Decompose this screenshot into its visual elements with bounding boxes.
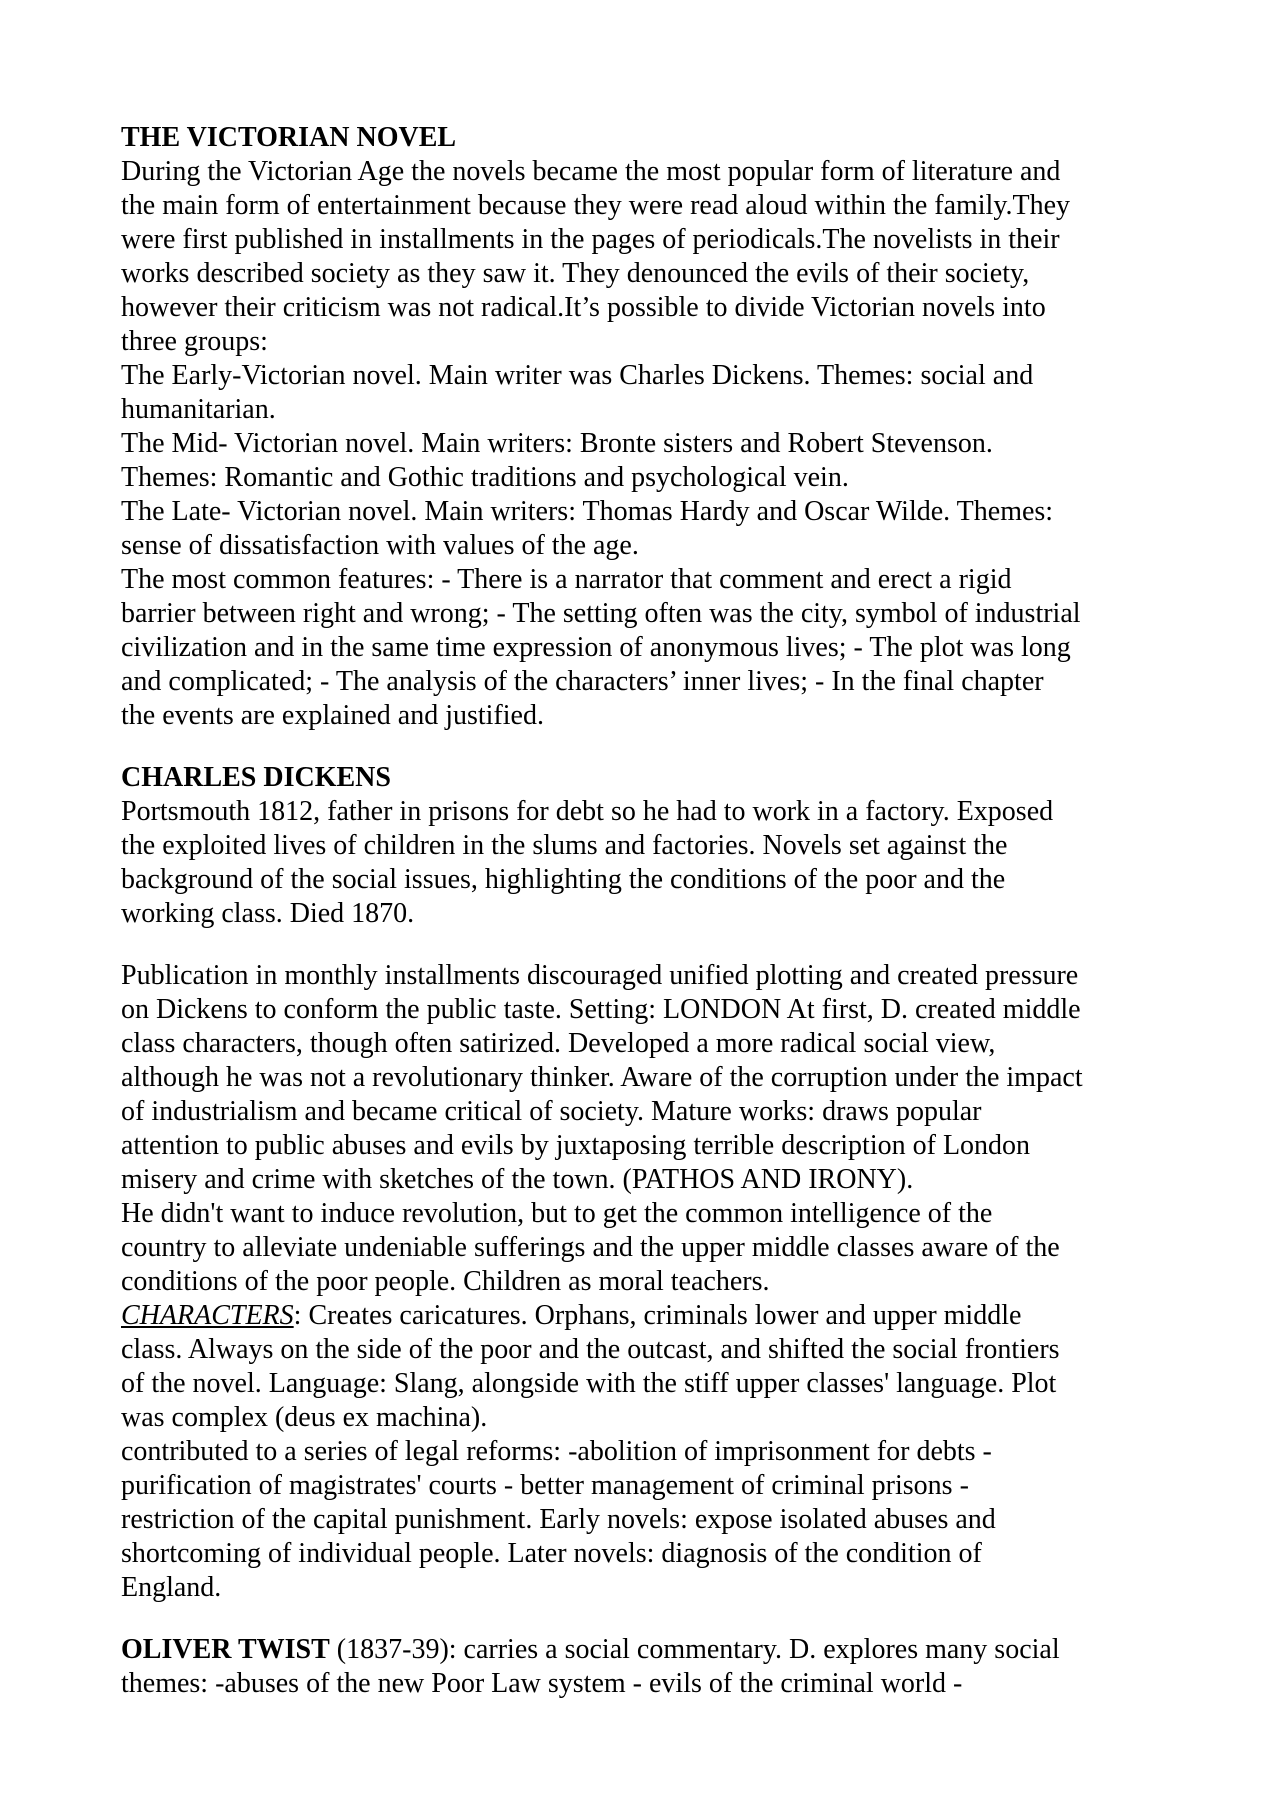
text-line: were first published in installments in the pages of periodicals.The novelists in their xyxy=(121,224,1060,255)
text-line: was complex (deus ex machina). xyxy=(121,1402,488,1433)
text-line: three groups: xyxy=(121,326,268,357)
section-spacer xyxy=(121,1605,1171,1633)
text-line: Publication in monthly installments discouraged unified plotting and created pressure xyxy=(121,960,1079,991)
text-line: barrier between right and wrong; - The setting often was the city, symbol of industrial xyxy=(121,598,1081,629)
characters-line-rest: : Creates caricatures. Orphans, criminals lower and upper middle xyxy=(293,1300,1022,1331)
victorian-novel-intro xyxy=(121,155,1171,359)
text-line: class. Always on the side of the poor and the outcast, and shifted the social frontiers xyxy=(121,1334,1060,1365)
text-line: on Dickens to conform the public taste. Setting: LONDON At first, D. created middle xyxy=(121,994,1081,1025)
text-line: the events are explained and justified. xyxy=(121,700,544,731)
characters-line xyxy=(121,1299,1171,1333)
text-line: humanitarian. xyxy=(121,394,276,425)
text-line: Portsmouth 1812, father in prisons for debt so he had to work in a factory. Exposed xyxy=(121,796,1054,827)
oliver-twist-title: OLIVER TWIST xyxy=(121,1634,330,1665)
oliver-twist-line-rest: (1837-39): carries a social commentary. D. explores many social xyxy=(329,1634,1060,1665)
dickens-bio xyxy=(121,795,1171,931)
text-line: sense of dissatisfaction with values of the age. xyxy=(121,530,639,561)
oliver-twist-line xyxy=(121,1633,1171,1667)
text-line: although he was not a revolutionary thinker. Aware of the corruption under the impact xyxy=(121,1062,1083,1093)
paragraph-spacer xyxy=(121,931,1171,959)
text-line: misery and crime with sketches of the town. (PATHOS AND IRONY). xyxy=(121,1164,914,1195)
oliver-twist-section xyxy=(121,1633,1171,1701)
text-line: England. xyxy=(121,1572,222,1603)
text-line: the exploited lives of children in the slums and factories. Novels set against the xyxy=(121,830,1008,861)
victorian-novel-groups xyxy=(121,359,1171,563)
document-page xyxy=(121,121,1171,1701)
text-line: and complicated; - The analysis of the characters’ inner lives; - In the final chapter xyxy=(121,666,1044,697)
text-line: restriction of the capital punishment. Early novels: expose isolated abuses and xyxy=(121,1504,996,1535)
text-line: He didn't want to induce revolution, but to get the common intelligence of the xyxy=(121,1198,993,1229)
characters-label: CHARACTERS xyxy=(121,1300,294,1331)
text-line: conditions of the poor people. Children as moral teachers. xyxy=(121,1266,770,1297)
text-line: The Mid- Victorian novel. Main writers: Bronte sisters and Robert Stevenson. xyxy=(121,428,993,459)
text-line: themes: -abuses of the new Poor Law system - evils of the criminal world - xyxy=(121,1668,963,1699)
text-line: country to alleviate undeniable sufferings and the upper middle classes aware of the xyxy=(121,1232,1060,1263)
text-line: The Early-Victorian novel. Main writer was Charles Dickens. Themes: social and xyxy=(121,360,1034,391)
text-line: purification of magistrates' courts - better management of criminal prisons - xyxy=(121,1470,969,1501)
text-line: shortcoming of individual people. Later novels: diagnosis of the condition of xyxy=(121,1538,982,1569)
text-line: The most common features: - There is a narrator that comment and erect a rigid xyxy=(121,564,1012,595)
text-line: of the novel. Language: Slang, alongside with the stiff upper classes' language. Plot xyxy=(121,1368,1057,1399)
victorian-novel-features xyxy=(121,563,1171,733)
text-line: background of the social issues, highlighting the conditions of the poor and the xyxy=(121,864,1006,895)
text-line: of industrialism and became critical of society. Mature works: draws popular xyxy=(121,1096,982,1127)
text-line: attention to public abuses and evils by juxtaposing terrible description of London xyxy=(121,1130,1031,1161)
charles-dickens-heading: CHARLES DICKENS xyxy=(121,762,391,793)
text-line: The Late- Victorian novel. Main writers: Thomas Hardy and Oscar Wilde. Themes: xyxy=(121,496,1054,527)
section-spacer xyxy=(121,733,1171,761)
text-line: working class. Died 1870. xyxy=(121,898,415,929)
text-line: however their criticism was not radical.It’s possible to divide Victorian novels into xyxy=(121,292,1046,323)
text-line: works described society as they saw it. They denounced the evils of their society, xyxy=(121,258,1030,289)
text-line: contributed to a series of legal reforms: -abolition of imprisonment for debts - xyxy=(121,1436,992,1467)
text-line: During the Victorian Age the novels became the most popular form of literature and xyxy=(121,156,1061,187)
text-line: civilization and in the same time expression of anonymous lives; - The plot was long xyxy=(121,632,1071,663)
text-line: the main form of entertainment because they were read aloud within the family.They xyxy=(121,190,1071,221)
dickens-characters xyxy=(121,1299,1171,1605)
text-line: Themes: Romantic and Gothic traditions and psychological vein. xyxy=(121,462,849,493)
dickens-publication xyxy=(121,959,1171,1299)
text-line: class characters, though often satirized. Developed a more radical social view, xyxy=(121,1028,996,1059)
victorian-novel-heading: THE VICTORIAN NOVEL xyxy=(121,122,457,153)
